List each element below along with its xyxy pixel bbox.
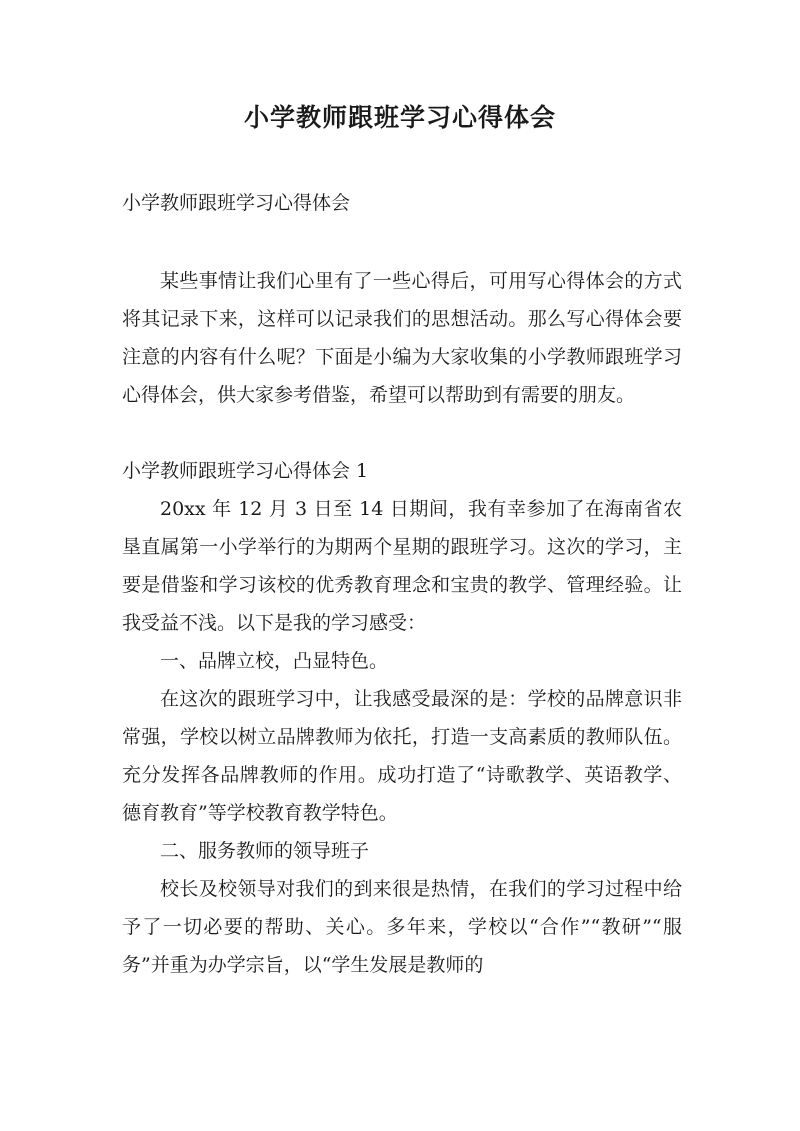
subheading: 二、服务教师的领导班子 [160, 840, 370, 862]
document-body [122, 184, 682, 984]
section-heading: 小学教师跟班学习心得体会 1 [122, 460, 369, 482]
spacer [122, 222, 682, 262]
body-paragraph: 校长及校领导对我们的到来很是热情，在我们的学习过程中给予了一切必要的帮助、关心。多年来，学校以“合作”“教研”“服务”并重为办学宗旨，以“学生发展是教师的 [122, 878, 682, 976]
intro-paragraph: 某些事情让我们心里有了一些心得后，可用写心得体会的方式将其记录下来，这样可以记录我们的思想活动。那么写心得体会要注意的内容有什么呢？下面是小编为大家收集的小学教师跟班学习心得体会，供大家参考借鉴，希望可以帮助到有需要的朋友。 [122, 270, 682, 406]
document-title: 小学教师跟班学习心得体会 [243, 103, 556, 132]
body-paragraph: 在这次的跟班学习中，让我感受最深的是：学校的品牌意识非常强，学校以树立品牌教师为依托，打造一支高素质的教师队伍。充分发挥各品牌教师的作用。成功打造了“诗歌教学、英语教学、德育教育”等学校教育教学特色。 [122, 688, 682, 824]
body-paragraph: 20xx 年 12 月 3 日至 14 日期间，我有幸参加了在海南省农垦直属第一小学举行的为期两个星期的跟班学习。这次的学习，主要是借鉴和学习该校的优秀教育理念和宝贵的教学、管理经验。让我受益不浅。以下是我的学习感受： [122, 498, 682, 634]
subheading: 一、品牌立校，凸显特色。 [160, 650, 389, 672]
spacer [122, 414, 682, 452]
document-subtitle: 小学教师跟班学习心得体会 [122, 192, 351, 214]
